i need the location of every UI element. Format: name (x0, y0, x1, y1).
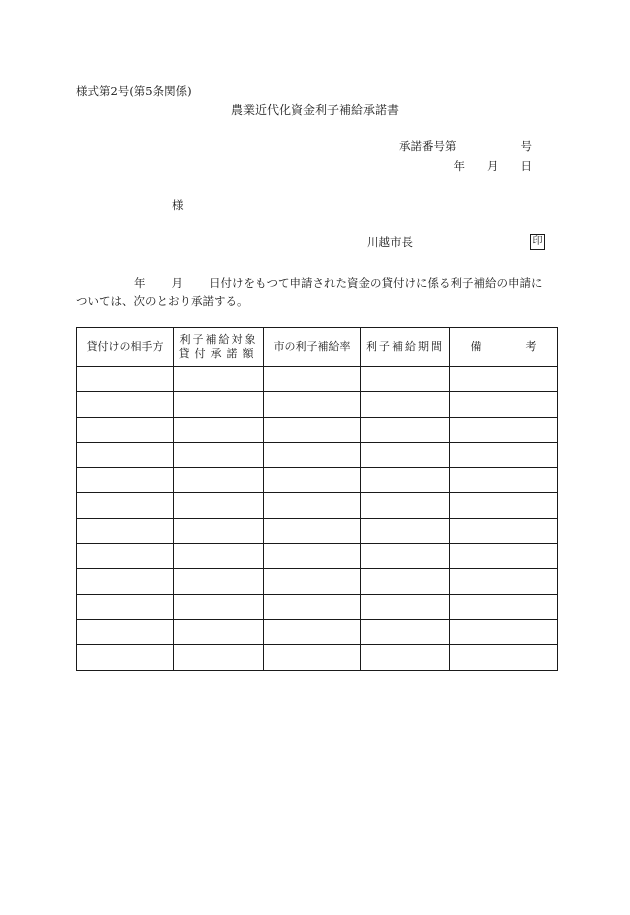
table-cell[interactable] (361, 518, 450, 543)
table-cell[interactable] (77, 518, 174, 543)
body-line-2: ついては、次のとおり承諾する。 (76, 294, 249, 308)
table-cell[interactable] (450, 645, 558, 670)
table-cell[interactable] (361, 468, 450, 493)
date-year: 年 (453, 159, 465, 173)
approval-number (399, 141, 532, 153)
table-cell[interactable] (77, 468, 174, 493)
table-row (77, 392, 558, 417)
table-cell[interactable] (174, 392, 264, 417)
body-line-1 (76, 274, 556, 292)
table-cell[interactable] (77, 594, 174, 619)
subsidy-table (76, 327, 558, 671)
header-subsidy-amount: 利子補給対象 貸付承諾額 (174, 328, 264, 367)
document-title: 農業近代化資金利子補給承諾書 (230, 103, 399, 117)
body-year: 年 (134, 276, 146, 290)
form-label: 様式第2号(第5条関係) (76, 84, 192, 98)
table-cell[interactable] (77, 544, 174, 569)
header-borrower: 貸付けの相手方 (77, 328, 174, 367)
table-cell[interactable] (264, 442, 361, 467)
table-cell[interactable] (264, 417, 361, 442)
table-cell[interactable] (361, 594, 450, 619)
table-cell[interactable] (264, 468, 361, 493)
table-cell[interactable] (264, 392, 361, 417)
table-row (77, 594, 558, 619)
header-remarks: 備 考 (450, 328, 558, 367)
table-cell[interactable] (264, 518, 361, 543)
table-row (77, 544, 558, 569)
table-cell[interactable] (361, 493, 450, 518)
table-row (77, 569, 558, 594)
table-cell[interactable] (450, 468, 558, 493)
table-cell[interactable] (174, 417, 264, 442)
table-row (77, 468, 558, 493)
table-row (77, 417, 558, 442)
body-line1-rest: 日付けをもつて申請された資金の貸付けに係る利子補給の申請に (209, 276, 543, 290)
table-cell[interactable] (450, 442, 558, 467)
table-cell[interactable] (77, 442, 174, 467)
table-cell[interactable] (174, 544, 264, 569)
table-cell[interactable] (174, 518, 264, 543)
table-row (77, 645, 558, 670)
table-cell[interactable] (77, 392, 174, 417)
table-cell[interactable] (450, 569, 558, 594)
seal-mark: 印 (530, 234, 545, 250)
header-subsidy-period: 利子補給期間 (361, 328, 450, 367)
table-cell[interactable] (450, 367, 558, 392)
table-header-row (77, 328, 558, 367)
table-cell[interactable] (450, 417, 558, 442)
approval-number-prefix: 承諾番号第 (399, 139, 457, 153)
date-month: 月 (487, 159, 499, 173)
table-cell[interactable] (77, 417, 174, 442)
table-cell[interactable] (174, 468, 264, 493)
table-cell[interactable] (450, 392, 558, 417)
table-cell[interactable] (77, 569, 174, 594)
table-cell[interactable] (77, 619, 174, 644)
table-cell[interactable] (361, 569, 450, 594)
table-cell[interactable] (450, 544, 558, 569)
table-cell[interactable] (361, 619, 450, 644)
table-cell[interactable] (361, 367, 450, 392)
table-cell[interactable] (450, 493, 558, 518)
table-cell[interactable] (77, 493, 174, 518)
table-row (77, 493, 558, 518)
table-cell[interactable] (264, 544, 361, 569)
table-cell[interactable] (264, 619, 361, 644)
table-body (77, 367, 558, 671)
approval-number-suffix: 号 (520, 139, 532, 153)
body-text (76, 274, 556, 310)
table-cell[interactable] (77, 367, 174, 392)
table-cell[interactable] (361, 645, 450, 670)
table-row (77, 442, 558, 467)
table-cell[interactable] (450, 619, 558, 644)
table-cell[interactable] (264, 493, 361, 518)
table-cell[interactable] (264, 569, 361, 594)
header-subsidy-rate: 市の利子補給率 (264, 328, 361, 367)
table-cell[interactable] (77, 645, 174, 670)
table-cell[interactable] (361, 417, 450, 442)
addressee: 様 (172, 198, 184, 212)
table-cell[interactable] (264, 645, 361, 670)
table-cell[interactable] (174, 442, 264, 467)
date-line (454, 161, 533, 173)
table-cell[interactable] (361, 442, 450, 467)
date-day: 日 (520, 159, 532, 173)
table-cell[interactable] (174, 493, 264, 518)
table-cell[interactable] (361, 544, 450, 569)
body-month: 月 (171, 276, 183, 290)
table-cell[interactable] (450, 594, 558, 619)
table-cell[interactable] (361, 392, 450, 417)
table-cell[interactable] (264, 594, 361, 619)
table-row (77, 367, 558, 392)
table-cell[interactable] (174, 619, 264, 644)
issuer-name: 川越市長 (367, 235, 413, 249)
table-cell[interactable] (450, 518, 558, 543)
table-cell[interactable] (174, 569, 264, 594)
table-cell[interactable] (174, 594, 264, 619)
table-cell[interactable] (264, 367, 361, 392)
table-cell[interactable] (174, 367, 264, 392)
table-cell[interactable] (174, 645, 264, 670)
table-row (77, 518, 558, 543)
table-row (77, 619, 558, 644)
